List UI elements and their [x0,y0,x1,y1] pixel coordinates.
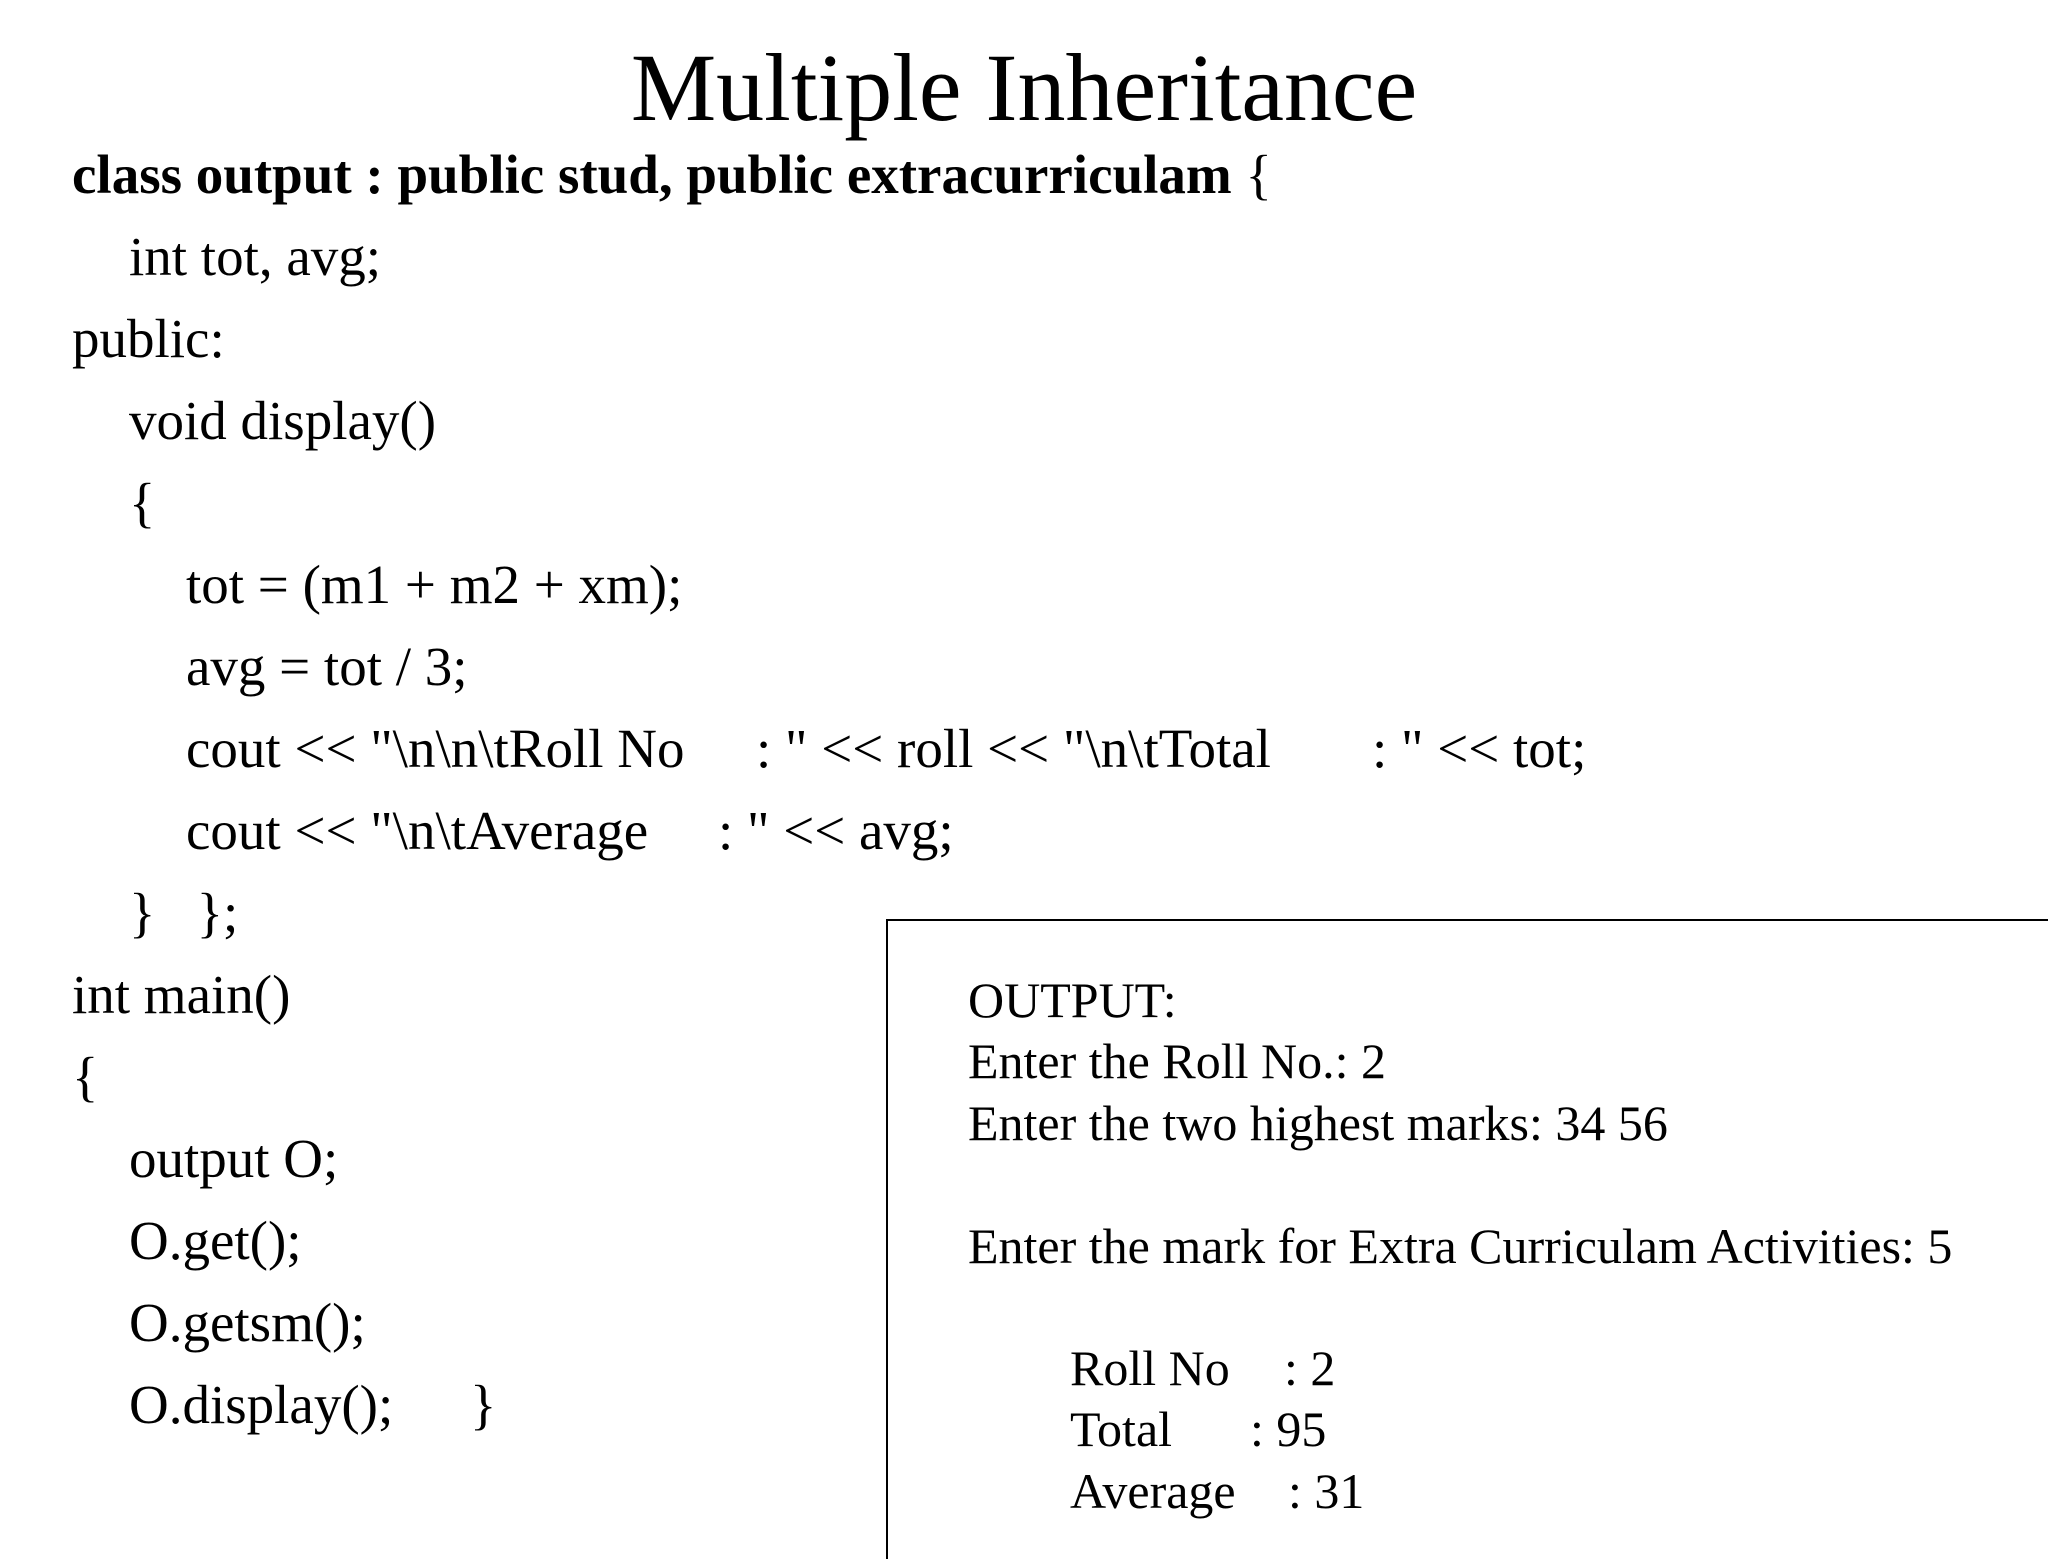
roll-value: : 2 [1284,1340,1336,1396]
cout-roll-total-line-part1: cout << "\n\n\tRoll No [186,718,685,779]
marks-prompt: Enter the two highest marks: 34 56 [968,1095,1668,1151]
cout-average-line-part1: cout << "\n\tAverage [186,800,649,861]
average-value: : 31 [1288,1463,1365,1519]
display-call-line: O.display(); [129,1374,394,1435]
getsm-call-line: O.getsm(); [129,1292,366,1353]
get-call-line: O.get(); [129,1210,302,1271]
cout-roll-total-line-part3: : " << tot; [1372,718,1587,779]
class-open-brace: { [1231,144,1272,205]
total-value: : 95 [1250,1401,1327,1457]
class-declaration-line [72,142,1272,208]
public-label-line: public: [72,308,225,369]
average-label: Average [1070,1463,1236,1519]
output-heading: OUTPUT: [968,972,1177,1028]
members-line: int tot, avg; [129,226,382,287]
roll-label: Roll No [1070,1340,1230,1396]
display-signature-line: void display() [129,390,437,451]
class-close-line: } }; [129,882,239,943]
cout-average-line-part2: : " << avg; [718,800,954,861]
display-open-brace-line: { [129,472,156,533]
main-signature-line: int main() [72,964,291,1025]
main-open-brace-line: { [72,1046,99,1107]
class-declaration: class output : public stud, public extracurriculam [72,144,1232,205]
main-close-brace: } [470,1374,497,1435]
avg-assignment-line: avg = tot / 3; [186,636,468,697]
slide-title: Multiple Inheritance [630,34,1418,141]
tot-assignment-line: tot = (m1 + m2 + xm); [186,554,683,615]
cout-roll-total-line-part2: : " << roll << "\n\tTotal [756,718,1271,779]
extra-curricular-prompt: Enter the mark for Extra Curriculam Activities: 5 [968,1218,1953,1274]
roll-prompt: Enter the Roll No.: 2 [968,1033,1386,1089]
object-declaration-line: output O; [129,1128,339,1189]
total-label: Total [1070,1401,1173,1457]
